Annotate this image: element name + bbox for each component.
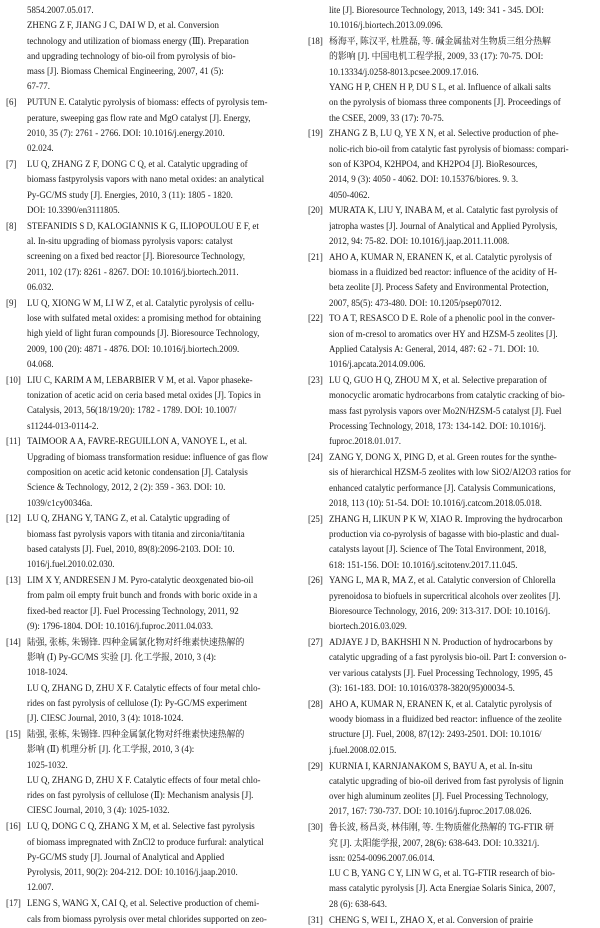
reference-entry <box>308 203 595 249</box>
reference-line: (9): 1796-1804. DOI: 10.1016/j.fuproc.2011.04.033. <box>27 620 214 631</box>
reference-line: LU C B, YANG C Y, LIN W G, et al. TG-FTIR research of bio- <box>329 868 555 879</box>
reference-line: over high aluminum zeolites [J]. Fuel Processing Technology, <box>329 791 549 802</box>
reference-line: beta zeolite [J]. Process Safety and Environmental Protection, <box>329 282 549 293</box>
reference-line: 2011, 102 (17): 8261 - 8267. DOI: 10.1016/j.biortech.2011. <box>27 266 239 277</box>
reference-line: LU Q, ZHANG D, ZHU X F. Catalytic effects of four metal chlo- <box>27 774 261 785</box>
reference-line: screening on a fixed bed reactor [J]. Bioresource Technology, <box>27 251 245 262</box>
reference-line: 5854.2007.05.017. <box>27 5 94 15</box>
reference-line: lose with sulfated metal oxides: a promising method for obtaining <box>27 312 261 323</box>
reference-text <box>329 450 595 511</box>
reference-line: CHENG S, WEI L, ZHAO X, et al. Conversion of prairie <box>329 914 533 925</box>
reference-line: 2012, 94: 75-82. DOI: 10.1016/j.jaap.2011.11.008. <box>329 235 510 246</box>
reference-text <box>329 913 595 928</box>
reference-number: [22] <box>308 313 323 324</box>
reference-number: [19] <box>308 128 323 139</box>
reference-line: 陆强, 张栋, 朱锡锋. 四种金属氯化物对纤维素快速热解的 <box>27 728 245 739</box>
reference-line: biortech.2016.03.029. <box>329 621 407 632</box>
reference-text <box>329 311 595 372</box>
reference-line: 10.1016/j.biortech.2013.09.096. <box>329 20 443 31</box>
reference-number: [7] <box>6 158 17 169</box>
reference-text <box>329 250 595 311</box>
reference-number: [16] <box>6 821 21 832</box>
reference-entry <box>6 635 288 727</box>
reference-line: mass catalytic pyrolysis [J]. Acta Energiae Solaris Sinica, 2007, <box>329 883 556 894</box>
reference-line: LU Q, ZHANG Y, TANG Z, et al. Catalytic upgrading of <box>27 513 230 524</box>
reference-line: Applied Catalysis A: General, 2014, 487: 62 - 71. DOI: 10. <box>329 344 540 355</box>
reference-line: TAIMOOR A A, FAVRE-REGUILLON A, VANOYE L, et al. <box>27 436 248 447</box>
reference-text <box>329 759 595 820</box>
reference-number: [15] <box>6 728 21 739</box>
reference-line: 4050-4062. <box>329 189 370 200</box>
reference-line: AHO A, KUMAR N, ERANEN K, et al. Catalytic pyrolysis of <box>329 251 552 262</box>
reference-line: 06.032. <box>27 281 54 292</box>
reference-number: [30] <box>308 822 323 833</box>
reference-line: AHO A, KUMAR N, ERANEN K, et al. Catalytic pyrolysis of <box>329 698 552 709</box>
reference-text <box>27 727 288 819</box>
reference-text <box>27 296 288 372</box>
reference-number: [29] <box>308 760 323 771</box>
reference-text <box>27 157 288 218</box>
reference-entry <box>6 157 288 218</box>
reference-number: [8] <box>6 220 17 231</box>
reference-line: and upgrading technology of bio-oil from pyrolysis of bio- <box>27 50 236 61</box>
reference-entry <box>308 34 595 126</box>
reference-line: al. In-situ upgrading of biomass pyrolysis vapors: catalyst <box>27 235 233 246</box>
reference-line: son of K3PO4, K2HPO4, and KH2PO4 [J]. BioResources, <box>329 158 538 169</box>
reference-line: Upgrading of biomass transformation residue: influence of gas flow <box>27 451 269 462</box>
reference-line: 10.13334/j.0258-8013.pcsee.2009.17.016. <box>329 66 479 77</box>
reference-line: production via co-pyrolysis of bagasse with bio-plastic and dual- <box>329 529 560 540</box>
reference-entry <box>308 820 595 912</box>
reference-number: [23] <box>308 375 323 386</box>
reference-text <box>329 697 595 758</box>
reference-text <box>329 373 595 449</box>
reference-entry <box>6 434 288 510</box>
reference-entry <box>6 819 288 895</box>
reference-text <box>27 635 288 727</box>
reference-text <box>27 573 288 634</box>
reference-line: STEFANIDIS S D, KALOGIANNIS K G, ILIOPOULOU E F, et <box>27 220 259 231</box>
reference-line: 2009, 100 (20): 4871 - 4876. DOI: 10.1016/j.biortech.2009. <box>27 343 240 354</box>
reference-line: from palm oil empty fruit bunch and fronds with boric oxide in a <box>27 590 258 601</box>
reference-line: ZHANG Z B, LU Q, YE X N, et al. Selective production of phe- <box>329 128 559 139</box>
reference-text <box>27 511 288 572</box>
reference-text <box>27 896 288 927</box>
reference-line: 1016/j.fuel.2010.02.030. <box>27 559 115 570</box>
reference-line: PUTUN E. Catalytic pyrolysis of biomass: effects of pyrolysis tem- <box>27 97 268 108</box>
reference-text <box>27 95 288 156</box>
reference-line: 2017, 167: 730-737. DOI: 10.1016/j.fuproc.2017.08.026. <box>329 806 532 817</box>
reference-number: [18] <box>308 36 323 47</box>
reference-line: CIESC Journal, 2010, 3 (4): 1025-1032. <box>27 805 170 816</box>
reference-line: DOI: 10.3390/en3111805. <box>27 204 120 215</box>
reference-entry <box>6 95 288 156</box>
reference-line: technology and utilization of biomass energy (Ⅲ). Preparation <box>27 35 249 46</box>
reference-number: [27] <box>308 637 323 648</box>
reference-number: [17] <box>6 898 21 909</box>
reference-line: j.fuel.2008.02.015. <box>329 744 397 755</box>
reference-number: [28] <box>308 698 323 709</box>
reference-line: KURNIA I, KARNJANAKOM S, BAYU A, et al. In-situ <box>329 760 533 771</box>
reference-line: ZANG Y, DONG X, PING D, et al. Green routes for the synthe- <box>329 452 557 463</box>
reference-entry <box>6 373 288 434</box>
reference-text <box>329 820 595 912</box>
reference-line: 究 [J]. 太阳能学报, 2007, 28(6): 638-643. DOI: 10.3321/j. <box>329 837 540 848</box>
reference-number: [25] <box>308 513 323 524</box>
reference-line: nolic-rich bio-oil from catalytic fast pyrolysis of biomass: compari- <box>329 143 569 154</box>
reference-line: catalysts layout [J]. Science of The Total Environment, 2018, <box>329 544 547 555</box>
reference-line: monocyclic aromatic hydrocarbons from catalytic cracking of bio- <box>329 390 565 401</box>
reference-number: [26] <box>308 575 323 586</box>
reference-line: Py-GC/MS study [J]. Energies, 2010, 3 (11): 1805 - 1820. <box>27 189 233 200</box>
reference-line: 2007, 85(5): 473-480. DOI: 10.1205/psep07012. <box>329 297 502 308</box>
reference-line: LU Q, ZHANG Z F, DONG C Q, et al. Catalytic upgrading of <box>27 158 248 169</box>
reference-number: [21] <box>308 251 323 262</box>
reference-line: 04.068. <box>27 358 54 369</box>
reference-entry <box>308 913 595 928</box>
reference-entry <box>6 511 288 572</box>
reference-line: LIU C, KARIM A M, LEBARBIER V M, et al. Vapor phaseke- <box>27 374 253 385</box>
reference-line: 陆强, 张栋, 朱锡锋. 四种金属氯化物对纤维素快速热解的 <box>27 636 245 647</box>
reference-line: 2014, 9 (3): 4050 - 4062. DOI: 10.15376/biores. 9. 3. <box>329 174 519 185</box>
reference-line: rides on fast pyrolysis of cellulose (Ⅰ): Py-GC/MS experiment <box>27 697 247 708</box>
reference-line: LIM X Y, ANDRESEN J M. Pyro-catalytic deoxgenated bio-oil <box>27 574 254 585</box>
reference-number: [6] <box>6 97 17 108</box>
reference-number: [9] <box>6 297 17 308</box>
reference-text <box>329 635 595 696</box>
reference-line: pyrenoidosa to biofuels in supercritical alcohols over zeolites [J]. <box>329 590 561 601</box>
reference-line: catalytic upgrading of a fast pyrolysis bio-oil. Part Ⅰ: conversion o- <box>329 652 567 663</box>
reference-entry <box>308 450 595 511</box>
reference-line: perature, sweeping gas flow rate and MgO catalyst [J]. Energy, <box>27 112 251 123</box>
reference-line: 2010, 35 (7): 2761 - 2766. DOI: 10.1016/j.energy.2010. <box>27 127 225 138</box>
reference-entry <box>308 126 595 202</box>
reference-line: 618: 151-156. DOI: 10.1016/j.scitotenv.2017.11.045. <box>329 559 518 570</box>
reference-text <box>27 819 288 895</box>
reference-line: s11244-013-0114-2. <box>27 420 99 431</box>
reference-text <box>329 573 595 634</box>
reference-line: on the pyrolysis of biomass three components [J]. Proceedings of <box>329 97 561 108</box>
reference-line: 鲁长波, 杨昌炎, 林伟刚, 等. 生物质催化热解的 TG-FTIR 研 <box>329 822 554 833</box>
reference-line: Py-GC/MS study [J]. Journal of Analytical and Applied <box>27 851 225 862</box>
reference-entry <box>6 727 288 819</box>
reference-line: of biomass impregnated with ZnCl2 to produce furfural: analytical <box>27 836 264 847</box>
reference-line: biomass fastpyrolysis vapors with nano metal oxides: an analytical <box>27 174 265 185</box>
reference-line: enhanced catalytic performance [J]. Catalysis Communications, <box>329 482 556 493</box>
reference-line: ADJAYE J D, BAKHSHI N N. Production of hydrocarbons by <box>329 637 553 648</box>
reference-number: [20] <box>308 205 323 216</box>
reference-line: lite [J]. Bioresource Technology, 2013, 149: 341 - 345. DOI: <box>329 5 544 15</box>
reference-line: Pyrolysis, 2011, 90(2): 204-212. DOI: 10.1016/j.jaap.2010. <box>27 867 238 878</box>
reference-line: LU Q, DONG C Q, ZHANG X M, et al. Selective fast pyrolysis <box>27 821 255 832</box>
reference-line: MURATA K, LIU Y, INABA M, et al. Catalytic fast pyrolysis of <box>329 205 558 216</box>
reference-line: biomass fast pyrolysis vapors with titania and zirconia/titania <box>27 528 245 539</box>
reference-text <box>6 3 288 95</box>
reference-text <box>329 126 595 202</box>
reference-text <box>308 3 595 34</box>
reference-text <box>27 373 288 434</box>
reference-line: Science & Technology, 2012, 2 (2): 359 - 363. DOI: 10. <box>27 482 226 493</box>
reference-line: tonization of acetic acid on ceria based metal oxides [J]. Topics in <box>27 389 261 400</box>
reference-column-left <box>6 3 288 927</box>
reference-entry <box>308 3 595 34</box>
reference-line: catalytic upgrading of bio-oil derived from fast pyrolysis of lignin <box>329 775 564 786</box>
reference-line: 杨海平, 陈汉平, 杜胜磊, 等. 碱金属盐对生物质三组分热解 <box>329 36 551 47</box>
reference-column-right <box>308 3 595 928</box>
reference-line: based catalysts [J]. Fuel, 2010, 89(8):2096-2103. DOI: 10. <box>27 543 235 554</box>
reference-line: composition on acetic acid ketonic condensation [J]. Catalysis <box>27 466 248 477</box>
reference-line: ZHENG Z F, JIANG J C, DAI W D, et al. Conversion <box>27 20 219 31</box>
reference-text <box>27 434 288 510</box>
reference-entry <box>308 250 595 311</box>
reference-line: 67-77. <box>27 81 50 92</box>
reference-line: LU Q, XIONG W M, LI W Z, et al. Catalytic pyrolysis of cellu- <box>27 297 255 308</box>
reference-line: mass fast pyrolysis vapors over Mo2N/HZSM-5 catalyst [J]. Fuel <box>329 405 562 416</box>
reference-line: 28 (6): 638-643. <box>329 898 387 909</box>
reference-line: Processing Technology, 2018, 173: 134-142. DOI: 10.1016/j. <box>329 421 546 432</box>
reference-line: mass [J]. Biomass Chemical Engineering, 2007, 41 (5): <box>27 66 224 77</box>
reference-line: 影响 (Ⅱ) 机理分析 [J]. 化工学报, 2010, 3 (4): <box>27 744 195 755</box>
reference-line: structure [J]. Fuel, 2008, 87(12): 2493-2501. DOI: 10.1016/ <box>329 729 542 740</box>
reference-entry <box>6 573 288 634</box>
reference-line: ver various catalysts [J]. Fuel Processing Technology, 1995, 45 <box>329 667 553 678</box>
reference-entry <box>6 219 288 295</box>
reference-line: 1025-1032. <box>27 759 68 770</box>
reference-line: woody biomass in a fluidized bed reactor: influence of the zeolite <box>329 714 562 725</box>
reference-line: cals from biomass pyrolysis over metal chlorides supported on zeo- <box>27 913 267 924</box>
reference-entry <box>308 697 595 758</box>
reference-line: (3): 161-183. DOI: 10.1016/0378-3820(95)00034-5. <box>329 683 515 694</box>
reference-line: sis of hierarchical HZSM-5 zeolites with low SiO2/Al2O3 ratios for <box>329 467 571 478</box>
reference-text <box>27 219 288 295</box>
reference-number: [31] <box>308 914 323 925</box>
reference-line: rides on fast pyrolysis of cellulose (Ⅱ): Mechanism analysis [J]. <box>27 790 254 801</box>
reference-line: fixed-bed reactor [J]. Fuel Processing Technology, 2011, 92 <box>27 605 239 616</box>
reference-number: [14] <box>6 636 21 647</box>
reference-line: sion of m-cresol to aromatics over HY and HZSM-5 zeolites [J]. <box>329 328 558 339</box>
reference-line: jatropha wastes [J]. Journal of Analytical and Applied Pyrolysis, <box>329 220 558 231</box>
reference-number: [11] <box>6 436 21 447</box>
reference-line: high yield of light furan compounds [J]. Bioresource Technology, <box>27 328 260 339</box>
reference-entry <box>308 635 595 696</box>
reference-line: LU Q, GUO H Q, ZHOU M X, et al. Selective preparation of <box>329 375 547 386</box>
reference-line: YANG H P, CHEN H P, DU S L, et al. Influence of alkali salts <box>329 81 551 92</box>
reference-line: issn: 0254-0096.2007.06.014. <box>329 852 435 863</box>
reference-line: 1016/j.apcata.2014.09.006. <box>329 359 426 370</box>
reference-number: [10] <box>6 374 21 385</box>
reference-line: 12.007. <box>27 882 54 893</box>
reference-number: [13] <box>6 574 21 585</box>
reference-text <box>329 512 595 573</box>
reference-line: YANG L, MA R, MA Z, et al. Catalytic conversion of Chlorella <box>329 575 556 586</box>
reference-line: LENG S, WANG X, CAI Q, et al. Selective production of chemi- <box>27 898 260 909</box>
reference-line: fuproc.2018.01.017. <box>329 436 401 447</box>
reference-entry <box>6 296 288 372</box>
reference-entry <box>6 3 288 95</box>
reference-line: Bioresource Technology, 2016, 209: 313-317. DOI: 10.1016/j. <box>329 606 551 617</box>
reference-line: 1039/c1cy00346a. <box>27 497 93 508</box>
reference-text <box>329 34 595 126</box>
reference-line: TO A T, RESASCO D E. Role of a phenolic pool in the conver- <box>329 313 555 324</box>
reference-entry <box>308 573 595 634</box>
reference-line: ZHANG H, LIKUN P K W, XIAO R. Improving the hydrocarbon <box>329 513 563 524</box>
reference-entry <box>6 896 288 927</box>
reference-number: [24] <box>308 452 323 463</box>
reference-line: 的影响 [J]. 中国电机工程学报, 2009, 33 (17): 70-75. DOI: <box>329 51 544 62</box>
reference-entry <box>308 512 595 573</box>
reference-entry <box>308 311 595 372</box>
reference-entry <box>308 373 595 449</box>
reference-line: 02.024. <box>27 143 54 154</box>
reference-line: LU Q, ZHANG D, ZHU X F. Catalytic effects of four metal chlo- <box>27 682 261 693</box>
reference-text <box>329 203 595 249</box>
reference-line: Catalysis, 2013, 56(18/19/20): 1782 - 1789. DOI: 10.1007/ <box>27 405 237 416</box>
reference-line: the CSEE, 2009, 33 (17): 70-75. <box>329 112 444 123</box>
reference-line: 2018, 113 (10): 51-54. DOI: 10.1016/j.catcom.2018.05.018. <box>329 498 542 508</box>
reference-line: [J]. CIESC Journal, 2010, 3 (4): 1018-1024. <box>27 713 184 724</box>
reference-number: [12] <box>6 513 21 524</box>
reference-line: biomass in a fluidized bed reactor: influence of the acidity of H- <box>329 267 557 278</box>
reference-line: 影响 (Ⅰ) Py-GC/MS 实验 [J]. 化工学报, 2010, 3 (4): <box>27 651 217 662</box>
reference-entry <box>308 759 595 820</box>
reference-line: 1018-1024. <box>27 667 68 678</box>
